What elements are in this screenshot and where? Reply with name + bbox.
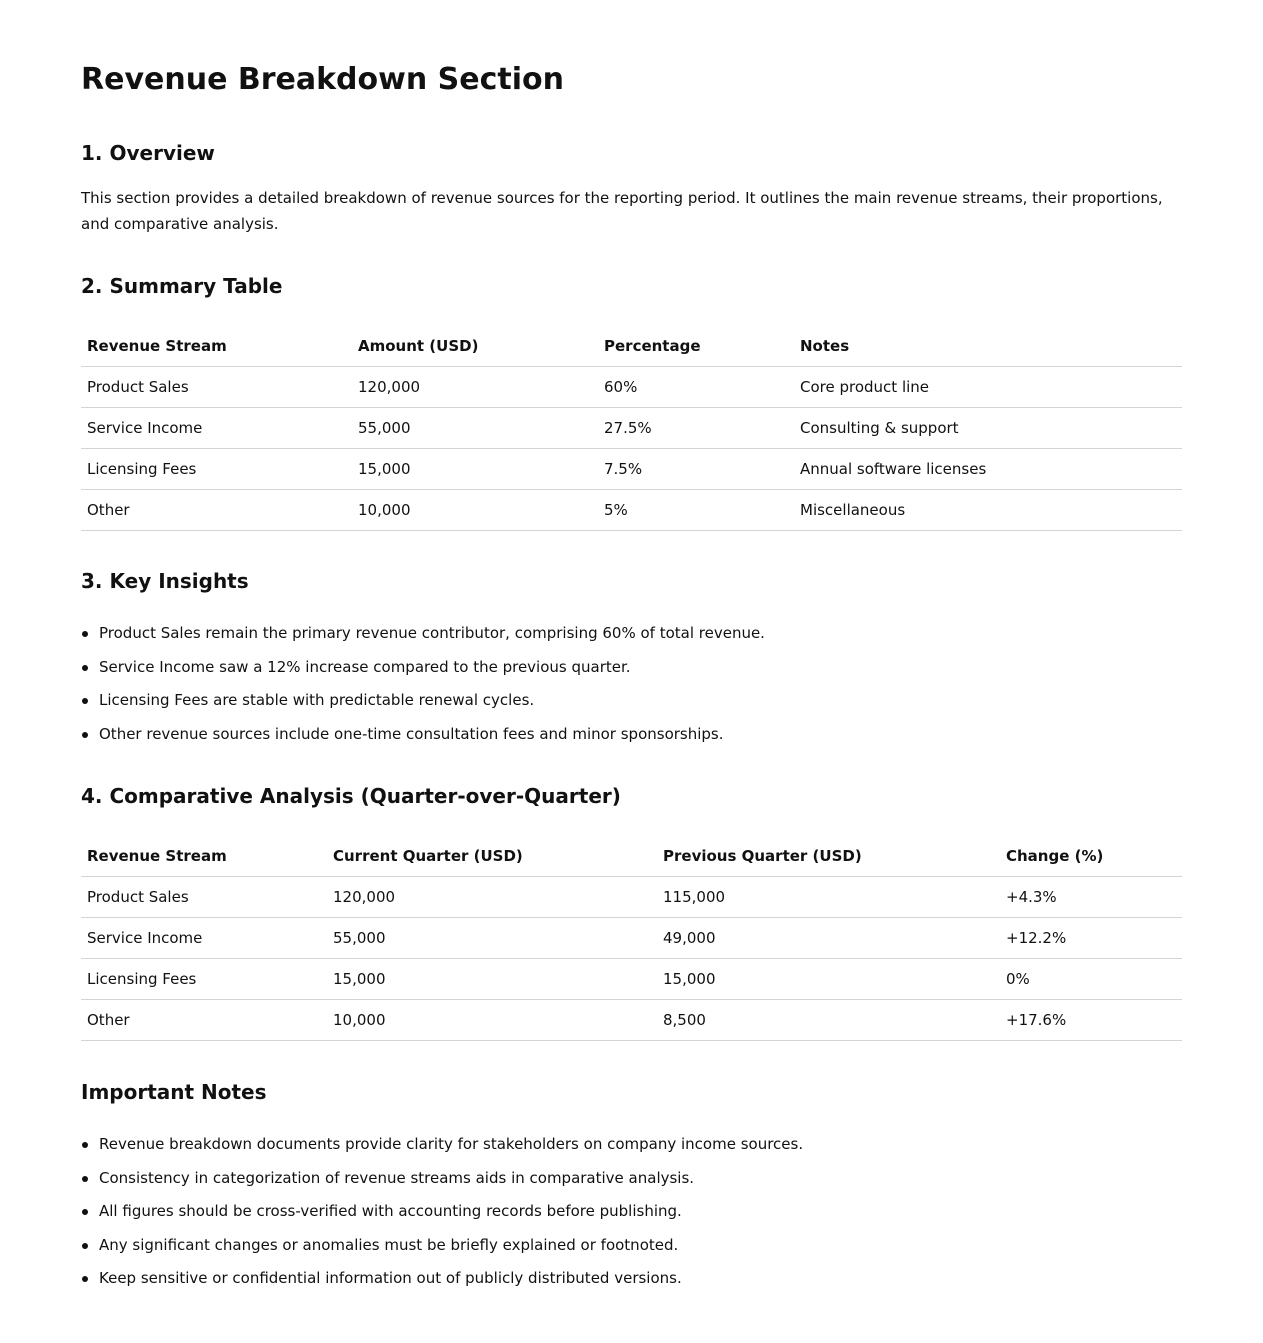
summary-heading: 2. Summary Table [81, 274, 283, 298]
table-row [81, 490, 1182, 531]
table-header-row [81, 326, 1182, 367]
table-row [81, 877, 1182, 918]
list-item [81, 1268, 1182, 1288]
list-item-text: Service Income saw a 12% increase compared to the previous quarter. [99, 657, 631, 676]
table-cell: +4.3% [1000, 877, 1182, 918]
list-item [81, 1235, 1182, 1255]
table-cell: +17.6% [1000, 1000, 1182, 1041]
insights-heading: 3. Key Insights [81, 569, 249, 593]
bullet-icon [82, 732, 88, 738]
table-cell: Licensing Fees [81, 959, 327, 1000]
page-title: Revenue Breakdown Section [81, 62, 564, 97]
table-cell: +12.2% [1000, 918, 1182, 959]
table-cell: Consulting & support [794, 408, 1182, 449]
bullet-icon [82, 1243, 88, 1249]
list-item-text: Revenue breakdown documents provide clarity for stakeholders on company income sources. [99, 1135, 804, 1153]
table-cell: 8,500 [657, 1000, 1000, 1041]
table-cell: 15,000 [327, 959, 657, 1000]
table-cell: Licensing Fees [81, 449, 352, 490]
list-item-text: All figures should be cross-verified with accounting records before publishing. [99, 1202, 682, 1221]
table-row [81, 918, 1182, 959]
table-cell: Other [81, 1000, 327, 1041]
table-row [81, 408, 1182, 449]
bullet-icon [82, 1276, 88, 1282]
bullet-icon [82, 665, 88, 671]
list-item-text: Product Sales remain the primary revenue contributor, comprising 60% of total revenue. [99, 624, 765, 642]
list-item [81, 1134, 1182, 1154]
table-cell: 15,000 [657, 959, 1000, 1000]
column-header: Notes [794, 326, 1182, 367]
table-cell: 15,000 [352, 449, 598, 490]
table-row [81, 1000, 1182, 1041]
table-cell: Miscellaneous [794, 490, 1182, 531]
bullet-icon [82, 698, 88, 704]
table-cell: 120,000 [327, 877, 657, 918]
table-cell: Other [81, 490, 352, 531]
list-item [81, 1168, 1182, 1188]
list-item-text: Any significant changes or anomalies must be briefly explained or footnoted. [99, 1235, 679, 1254]
table-cell: 60% [598, 367, 794, 408]
table-cell: 49,000 [657, 918, 1000, 959]
column-header: Current Quarter (USD) [327, 836, 657, 877]
list-item [81, 1201, 1182, 1221]
bullet-icon [82, 1142, 88, 1148]
list-item-text: Other revenue sources include one-time consultation fees and minor sponsorships. [99, 724, 724, 743]
table-cell: Annual software licenses [794, 449, 1182, 490]
table-row [81, 449, 1182, 490]
table-cell: 10,000 [352, 490, 598, 531]
column-header: Previous Quarter (USD) [657, 836, 1000, 877]
column-header: Amount (USD) [352, 326, 598, 367]
comparison-table [81, 836, 1182, 1041]
list-item [81, 657, 1182, 677]
insights-list [81, 623, 1182, 757]
list-item-text: Consistency in categorization of revenue streams aids in comparative analysis. [99, 1168, 695, 1187]
table-cell: 27.5% [598, 408, 794, 449]
table-cell: 5% [598, 490, 794, 531]
table-cell: Service Income [81, 408, 352, 449]
bullet-icon [82, 1176, 88, 1182]
table-cell: Product Sales [81, 367, 352, 408]
table-cell: 0% [1000, 959, 1182, 1000]
bullet-icon [82, 1209, 88, 1215]
column-header: Change (%) [1000, 836, 1182, 877]
overview-text: This section provides a detailed breakdown of revenue sources for the reporting period. It outlines the main revenue streams, their proportions, and comparative analysis. [81, 189, 1163, 233]
table-row [81, 959, 1182, 1000]
list-item-text: Licensing Fees are stable with predictable renewal cycles. [99, 691, 535, 710]
bullet-icon [82, 631, 88, 637]
list-item [81, 724, 1182, 744]
table-cell: 120,000 [352, 367, 598, 408]
table-cell: 115,000 [657, 877, 1000, 918]
list-item-text: Keep sensitive or confidential information out of publicly distributed versions. [99, 1269, 682, 1288]
column-header: Revenue Stream [81, 326, 352, 367]
summary-table [81, 326, 1182, 531]
column-header: Percentage [598, 326, 794, 367]
table-cell: Service Income [81, 918, 327, 959]
overview-heading: 1. Overview [81, 141, 215, 165]
notes-list [81, 1134, 1182, 1302]
table-cell: 7.5% [598, 449, 794, 490]
table-cell: Core product line [794, 367, 1182, 408]
comparison-heading: 4. Comparative Analysis (Quarter-over-Quarter) [81, 784, 621, 808]
table-cell: Product Sales [81, 877, 327, 918]
notes-heading: Important Notes [81, 1080, 267, 1104]
table-cell: 55,000 [327, 918, 657, 959]
list-item [81, 690, 1182, 710]
list-item [81, 623, 1182, 643]
table-row [81, 367, 1182, 408]
column-header: Revenue Stream [81, 836, 327, 877]
table-cell: 10,000 [327, 1000, 657, 1041]
table-header-row [81, 836, 1182, 877]
table-cell: 55,000 [352, 408, 598, 449]
